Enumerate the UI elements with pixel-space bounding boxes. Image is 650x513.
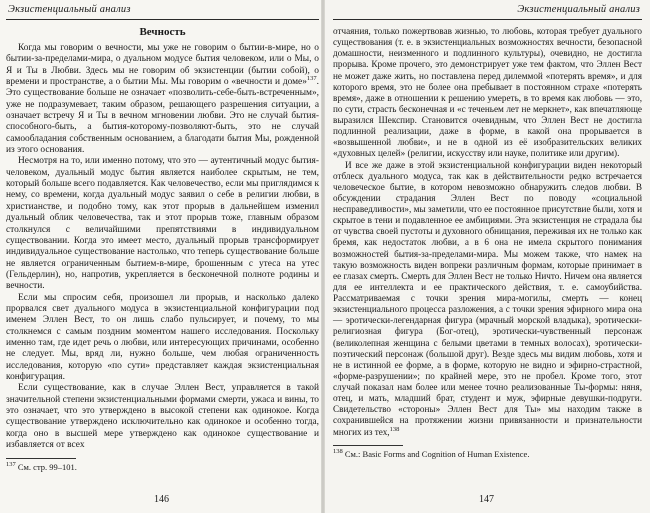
- paragraph: И все же даже в этой экзистенциальной конфигурации виден некоторый отблеск дуального модуса, так как в действительности редко встречается человеческое бытие, в котором невозможно обнаружить следов любви. В обсуждении страдания Эллен Вест по поводу «социальной несправедливости», мы заметили, что ее постоянное присутствие были, хотя и скрытое в тени и подавленное ее амбициями. Эта экзистенция не страдала бы от чувства своей пустоты и духовного обнищания, переживая их не только как бремя, как недостаток любви, а в 6 она не имела скрытого понимания возможностей бытия-за-пределами-мира. Мы можем также, что намек на такую возможность виден вопреки различным формам, которые принимает в ее глазах смерть. Смерть для Эллен Вест не только Ничто. Ничем она является для ее интеллекта и ее практического действия, т. е. самоубийства. Рассматриваемая с точки зрения мира-могилы, смерть — конец экзистенциального процесса разложения, а с точки зрения эфирного мира она — эротически-легендарная фигура (мрачный морской владыка), эротически-религиозная фигура (Бог-отец), эротически-чувственный персонаж (великолепная женщина с белыми цветами в темных волосах), эротически-поэтический персонаж (большой друг). Везде здесь мы видим любовь, хотя и не в истинной ее форме, а в форме, которую не видно и эфирно-страстной, «форме-разрушении»; по крайней мере, это не пробел. Кроме того, этот случай показал нам более или менее точно реализованные Ты-формы: няня, отец, и мать, младший брат, студент и муж, эфирные девушки-подруги. Свидетельство «стороны» Эллен Вест для Ты» мы находим также в сохранившейся на протяжении жизни привязанности и признательности многих из тех,$^{138}$: [333, 159, 642, 437]
- footnote: $^{138}$ См.: Basic Forms and Cognition of Human Existence.: [333, 447, 530, 459]
- footnote-ref[interactable]: 137: [306, 75, 317, 83]
- body-text: [333, 26, 642, 438]
- paragraph: Если мы спросим себя, произошел ли прорыв, и насколько далеко прорвался свет дуального модуса в экзистенциальной конфигурации под именем Эллен Вест, то он лишь слабо пульсирует, и почему, то мы столкнемся с самым поздним моментом нашего исследования. Поскольку именно там, где идет речь о любви, или интересующих причинами, особенно не следует. Мы, вряд ли, нужно больше, чем любая ограниченность исследования, которую «по сути» представляет каждая экзистенциальная конфигурация.: [6, 292, 319, 382]
- body-text: [6, 43, 319, 451]
- footnote-rule: [6, 458, 76, 459]
- book-gutter: [321, 0, 325, 513]
- header-rule: [333, 19, 642, 20]
- page-number: 146: [154, 494, 169, 505]
- header-rule: [6, 19, 319, 20]
- right-page: [323, 0, 650, 513]
- paragraph: отчаяния, только пожертвовав жизнью, то любовь, которая требует дуального существования (т. е. в экзистенциальных возможностях вечности, безопасной домашности, неизменного и подлинного культуры), очевидно, не достигла прорыва. Кроме прочего, это демонстрирует уже тем фактом, что Эллен Вест не может даже жить, но поставлена перед дилеммой «потерять время», и для которого время, это не более она пребывает в постоянном страхе «потерять время», даже в отношении к решению умереть, в то время как любовь — это, по сути, страсть бесконечная и «с теченьем лет не меркнет», как впечатляюще выразился Шекспир. Становится очевидным, что Эллен Вест не достигла подлинной реализации, даже в форме, в какой она прорывается в «возвышенной любви», и не в одной из её изобразительских великих «духовных целей» (религии, искусству или науке, политике или другим).: [333, 26, 642, 159]
- section-title: Вечность: [139, 26, 186, 38]
- running-head: Экзистенциальный анализ: [8, 4, 131, 15]
- left-page: [0, 0, 323, 513]
- running-head: Экзистенциальный анализ: [517, 4, 640, 15]
- paragraph: Если существование, как в случае Эллен Вест, управляется в такой значительной степени экзистенциальными формами смерти, ужаса и вины, то это означает, что это утверждено в высокой степени как одинокое. Когда существование утверждено исключительно как одинокое и особенно тогда, когда оно в высшей мере утверждено как одинокое существование и избавляется от всех: [6, 383, 319, 451]
- footnote-rule: [333, 445, 403, 446]
- paragraph: Когда мы говорим о вечности, мы уже не говорим о бытии-в-мире, но о бытии-за-пределами-мира, о дуальном модусе бытия человеком, или о Мы, о Я и Ты в Любви. Здесь мы не говорим об экзистенции (бытии собой), о времени и пространстве, а о бытии Мы. Мы говорим о «вечности и доме»$^{137}$. Это существование больше не означает «позволить-себе-быть-встреченным», уже не подразумевает, таким образом, решающего разрешения ситуации, а означает встречу Я и Ты в вечном мгновении любви. Это не случай бытия-способного-быть, а бытия-которому-позволяют-быть, это не случай самообладания собственным основанием, а благодати бытия Мы, рожденной из этого основания.: [6, 43, 319, 156]
- page-number: 147: [479, 494, 494, 505]
- paragraph: Несмотря на то, или именно потому, что это — аутентичный модус бытия-человеком, дуальный модус бытия является наиболее скрытым, не тем, который больше всего подавляется. Как человечество, если мы приглядимся к нему, со времени, когда дуальный модус заявил о себе в религии любви, в христианстве, и подобно тому, как этот прорыв в дальнейшем изменил дуальный облик человечества, так и этот прорыв тоже, главным образом столкнулся с величайшими препятствиями в индивидуальном существовании. Когда это имеет место, дуальный прорыв трансформирует индивидуальное существование настолько, что теперь существование больше не является ограниченным бытием-в-мире, брошенным с утеса на утес (Гельдерлин), но, напротив, укрепляется в бесконечной полноте родины и вечности.: [6, 156, 319, 292]
- footnote-ref[interactable]: 138: [389, 425, 400, 433]
- footnote: $^{137}$ См. стр. 99–101.: [6, 461, 77, 473]
